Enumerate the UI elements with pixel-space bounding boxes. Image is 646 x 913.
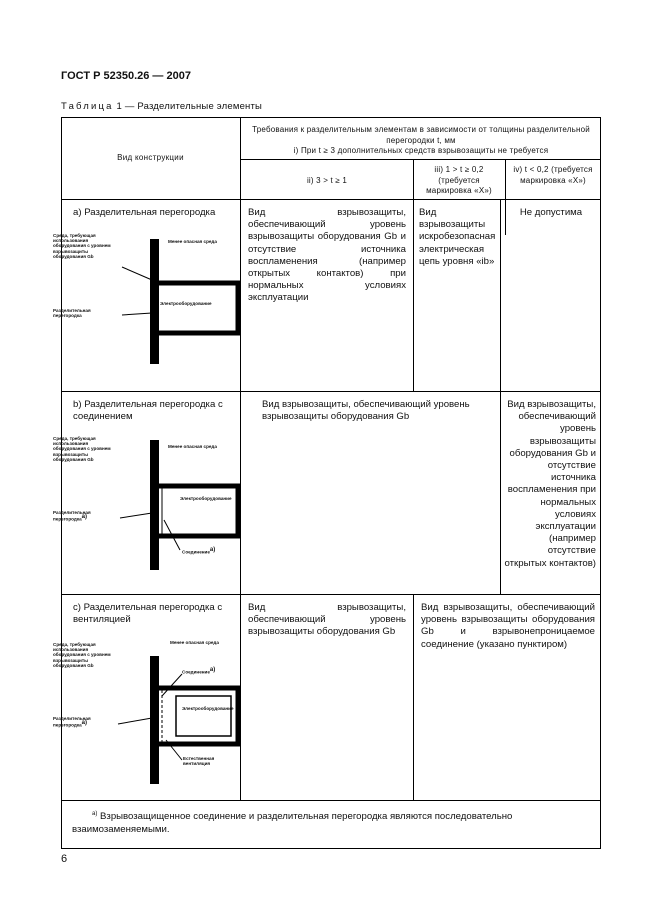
row-b-iv: Вид взрывозащиты, обеспечивающий уровень взрывозащиты оборудования Gb и отсутствие источника воспламенения при нормальных условиях эксплуатации (например отсутствие открытых контактов) [504,399,596,569]
footnote-ref: a) [81,514,88,521]
label-equipment: Электрооборудование [160,301,212,306]
caption-prefix: Таблица [61,101,114,112]
label-less-hazard: Менее опасная среда [170,640,219,645]
row-a-ii: Вид взрывозащиты, обеспечивающий уровень взрывозащиты оборудования Gb и отсутствие источника воспламенения (например открытых контактов) при нормальных условиях эксплуатации [248,207,406,304]
label-partition-text: Разделительная перегородка [53,510,91,522]
grid-line [61,594,601,595]
diagram-c [53,632,240,798]
grid-line [500,391,501,594]
grid-line [240,117,241,800]
row-b-ii-iii: Вид взрывозащиты, обеспечивающий уровень взрывозащиты оборудования Gb [262,399,470,423]
row-b-title: b) Разделительная перегородка с соединением [73,399,223,423]
grid-line [240,159,601,160]
label-partition-text: Разделительная перегородка [53,716,91,728]
label-partition [53,716,107,728]
document-header: ГОСТ Р 52350.26 — 2007 [61,70,191,82]
table-footnote [72,808,588,837]
grid-line [500,199,501,391]
grid-line [413,199,414,391]
grid-line [61,800,601,801]
label-less-hazard: Менее опасная среда [168,239,217,244]
row-a-iv: Не допустима [519,207,583,218]
label-equipment: Электрооборудование [180,496,232,501]
col-header-iv: iv) t < 0,2 (требуется маркировка «X») [513,165,593,185]
row-a-title: a) Разделительная перегородка [73,207,216,218]
grid-line [505,159,506,235]
row-a-iii: Вид взрывозащиты искробезопасная электрическая цепь уровня «ib» [419,207,496,267]
footnote-ref: a) [81,720,88,727]
label-less-hazard: Менее опасная среда [168,444,217,449]
label-joint [182,668,238,675]
label-joint [182,548,238,555]
col-header-construction: Вид конструкции [117,153,184,162]
row-c-iii-iv: Вид взрывозащиты, обеспечивающий уровень взрывозащиты оборудования Gb и взрывонепроницаемое соединение (указано пунктиром) [421,602,595,650]
col-header-requirements: Требования к разделительным элементам в зависимости от толщины разделительной перегородки t, мм [252,125,590,145]
diagram-b [53,428,240,588]
label-joint-text: Соединение [182,669,210,675]
footnote-ref: a) [209,667,216,673]
label-env-gb: Среда, требующая использования оборудования с уровнем взрывозащиты оборудования Gb [53,642,111,668]
col-header-sub-i: i) При t ≥ 3 дополнительных средств взрывозащиты не требуется [293,146,549,155]
label-joint-text: Соединение [182,549,210,555]
page-number: 6 [61,853,68,865]
footnote-ref: a) [209,547,216,553]
label-env-gb: Среда, требующая использования оборудования с уровнем взрывозащиты оборудования Gb [53,233,111,259]
diagram-a [53,225,240,391]
label-env-gb: Среда, требующая использования оборудования с уровнем взрывозащиты оборудования Gb [53,436,111,462]
row-c-title: c) Разделительная перегородка с вентиляцией [73,602,223,626]
footnote-mark: a) [92,811,98,817]
footnote-text: Взрывозащищенное соединение и разделительная перегородка являются последовательно взаимозаменяемыми. [72,811,513,835]
col-header-iii: iii) 1 > t ≥ 0,2 (требуется маркировка «X») [426,165,492,195]
label-equipment: Электрооборудование [182,706,234,711]
label-ventilation: Естественная вентиляция [183,756,215,767]
grid-line [61,391,601,392]
caption-rest: 1 — Разделительные элементы [113,101,263,112]
grid-line [413,594,414,800]
col-header-ii: ii) 3 > t ≥ 1 [306,176,348,185]
row-c-ii: Вид взрывозащиты, обеспечивающий уровень взрывозащиты оборудования Gb [248,602,406,638]
label-partition: Разделительная перегородка [53,308,91,319]
label-partition [53,510,109,522]
table-caption [61,101,262,112]
grid-line [61,199,601,200]
